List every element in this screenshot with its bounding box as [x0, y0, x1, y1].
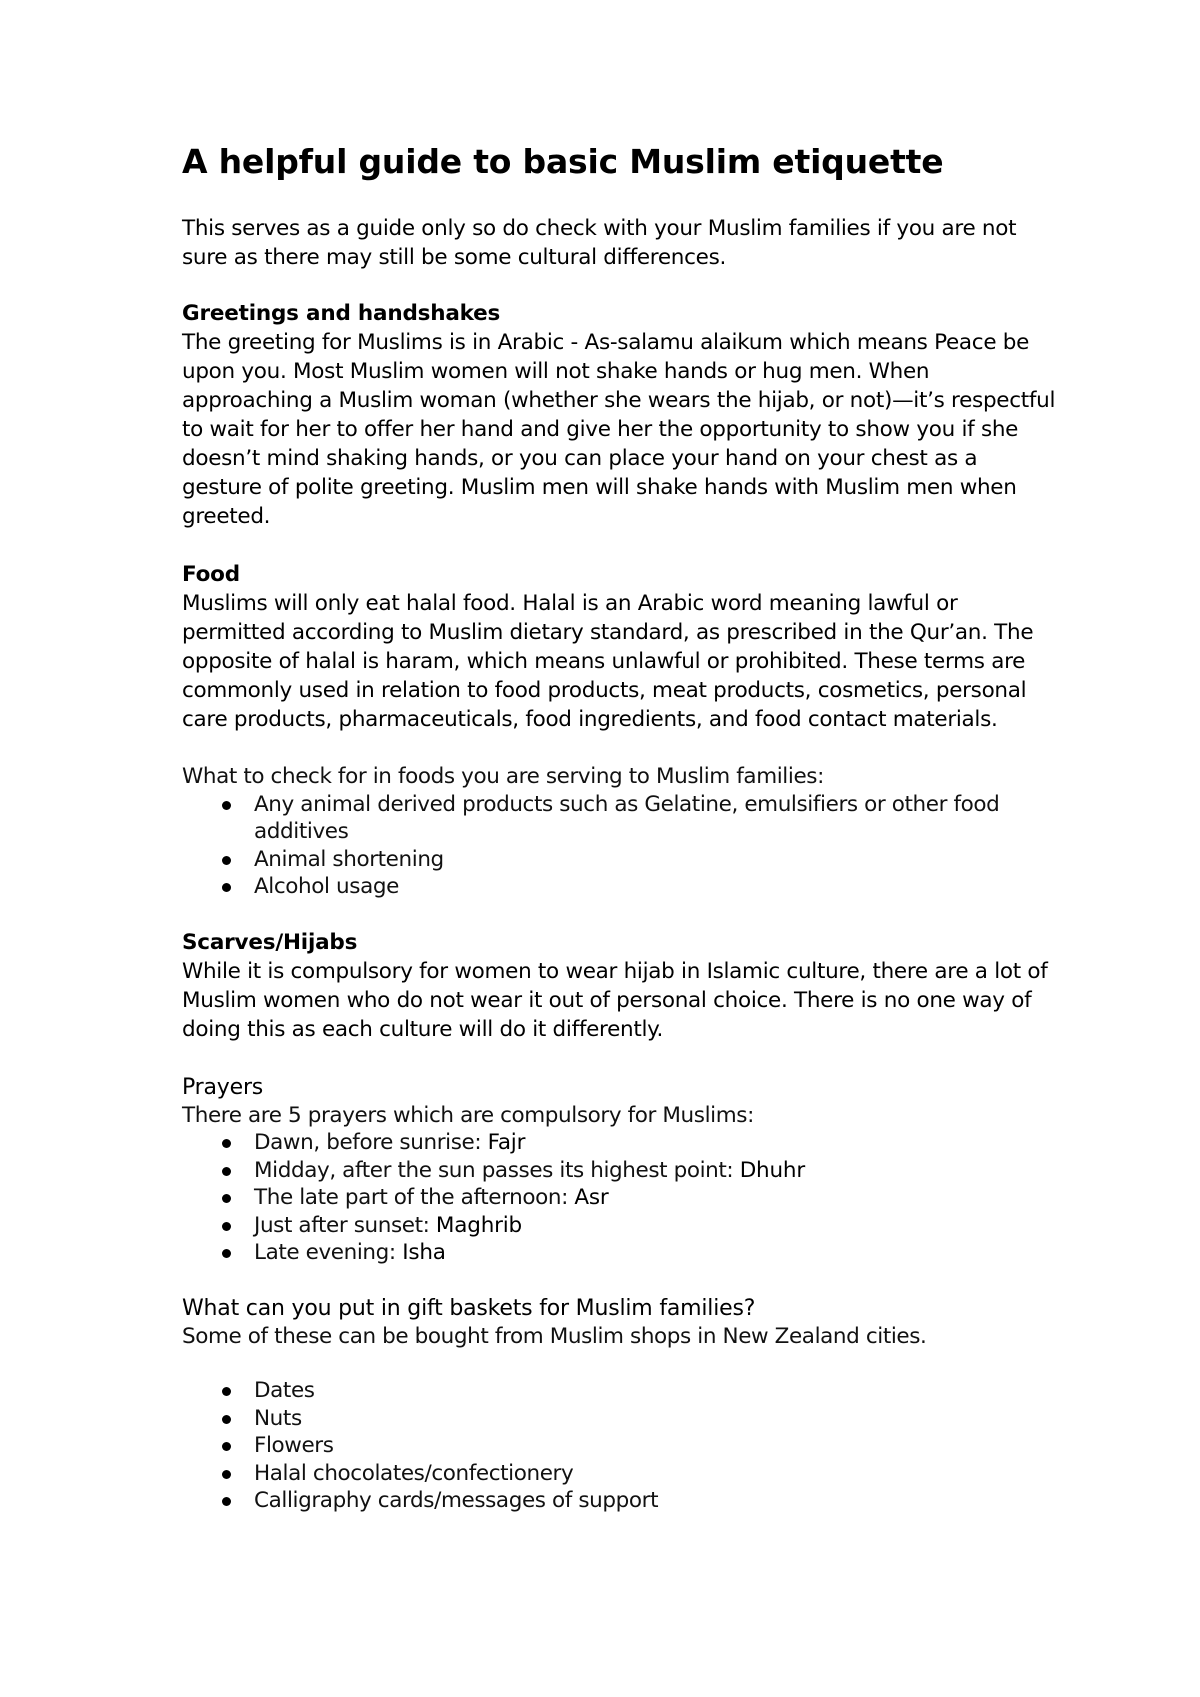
list-item-text: Animal shortening — [254, 846, 444, 872]
list-item-text: Nuts — [254, 1405, 302, 1431]
bullet-icon — [222, 1415, 231, 1424]
food-body: Muslims will only eat halal food. Halal is an Arabic word meaning lawful or permitted according to Muslim dietary standard, as prescribed in the Qur’an. The opposite of halal is haram, which means unlawful or prohibited. These terms are commonly used in relation to food products, meat products, cosmetics, personal care products, pharmaceuticals, food ingredients, and food contact materials. — [182, 591, 1034, 732]
list-item — [254, 1212, 1062, 1240]
bullet-icon — [222, 801, 231, 810]
prayer-name: Fajr — [487, 1130, 526, 1155]
bullet-icon — [222, 1167, 231, 1176]
bullet-icon — [222, 1194, 231, 1203]
list-item — [254, 1460, 1062, 1488]
bullet-icon — [222, 1387, 231, 1396]
intro-paragraph: This serves as a guide only so do check with your Muslim families if you are not sure as there may still be some cultural differences. — [182, 216, 1017, 270]
gifts-intro: Some of these can be bought from Muslim shops in New Zealand cities. — [182, 1323, 927, 1349]
list-item — [254, 846, 1062, 874]
list-item-text: Halal chocolates/confectionery — [254, 1460, 574, 1486]
scarves-heading: Scarves/Hijabs — [182, 929, 358, 955]
spacer — [182, 734, 1062, 763]
list-item-text: Flowers — [254, 1433, 334, 1458]
prayer-name: Dhuhr — [739, 1157, 805, 1183]
spacer — [182, 272, 1062, 299]
bullet-icon — [222, 1442, 231, 1451]
bullet-icon — [222, 1249, 231, 1258]
prayers-intro: There are 5 prayers which are compulsory for Muslims: — [182, 1102, 754, 1128]
list-item — [254, 1487, 1062, 1515]
spacer — [182, 1350, 1062, 1377]
gifts-list — [182, 1377, 1062, 1515]
spacer — [182, 1044, 1062, 1073]
food-check-list — [182, 791, 1062, 901]
prayers-heading: Prayers — [182, 1074, 264, 1100]
list-item — [254, 873, 1062, 901]
document-title: A helpful guide to basic Muslim etiquette — [182, 142, 944, 181]
bullet-icon — [222, 883, 231, 892]
list-item-text: Calligraphy cards/messages of support — [254, 1488, 659, 1513]
spacer — [182, 901, 1062, 928]
prayer-time: Midday, after the sun passes its highest point: — [254, 1157, 740, 1183]
greetings-body: The greeting for Muslims is in Arabic - As-salamu alaikum which means Peace be upon you. Most Muslim women will not shake hands or hug men. When approaching a Muslim woman (whether she wears the hijab, or not)—it’s respectful to wait for her to offer her hand and give her the opportunity to show you if she doesn’t mind shaking hands, or you can place your hand on your chest as a gesture of polite greeting. Muslim men will shake hands with Muslim men when greeted. — [182, 330, 1056, 529]
list-item — [254, 1239, 1062, 1267]
list-item — [254, 1184, 1062, 1212]
bullet-icon — [222, 1497, 231, 1506]
spacer — [182, 1267, 1062, 1294]
list-item — [254, 1157, 1062, 1185]
list-item — [254, 1129, 1062, 1157]
list-item — [254, 1432, 1062, 1460]
food-heading: Food — [182, 562, 240, 587]
bullet-icon — [222, 1139, 231, 1148]
prayer-time: Just after sunset: — [254, 1212, 436, 1238]
list-item-text: Alcohol usage — [254, 874, 399, 899]
gifts-heading: What can you put in gift baskets for Muslim families? — [182, 1295, 756, 1321]
bullet-icon — [222, 1222, 231, 1231]
prayers-list — [182, 1129, 1062, 1267]
bullet-icon — [222, 856, 231, 865]
list-item-text: Dates — [254, 1378, 315, 1403]
list-item — [254, 1405, 1062, 1433]
document-page — [182, 140, 1062, 1515]
food-check-intro: What to check for in foods you are serving to Muslim families: — [182, 764, 824, 789]
prayer-time: Dawn, before sunrise: — [254, 1130, 488, 1155]
list-item — [254, 1377, 1062, 1405]
prayer-name: Isha — [402, 1240, 446, 1265]
spacer — [182, 531, 1062, 560]
list-item-text: Any animal derived products such as Gelatine, emulsifiers or other food additives — [254, 791, 1000, 844]
bullet-icon — [222, 1470, 231, 1479]
prayer-time: The late part of the afternoon: — [254, 1185, 575, 1210]
prayer-name: Asr — [574, 1185, 609, 1210]
list-item — [254, 791, 1062, 846]
prayer-name: Maghrib — [435, 1212, 522, 1238]
scarves-body: While it is compulsory for women to wear hijab in Islamic culture, there are a lot of Muslim women who do not wear it out of personal choice. There is no one way of doing this as each culture will do it differently. — [182, 958, 1048, 1042]
prayer-time: Late evening: — [254, 1240, 403, 1265]
greetings-heading: Greetings and handshakes — [182, 301, 501, 326]
